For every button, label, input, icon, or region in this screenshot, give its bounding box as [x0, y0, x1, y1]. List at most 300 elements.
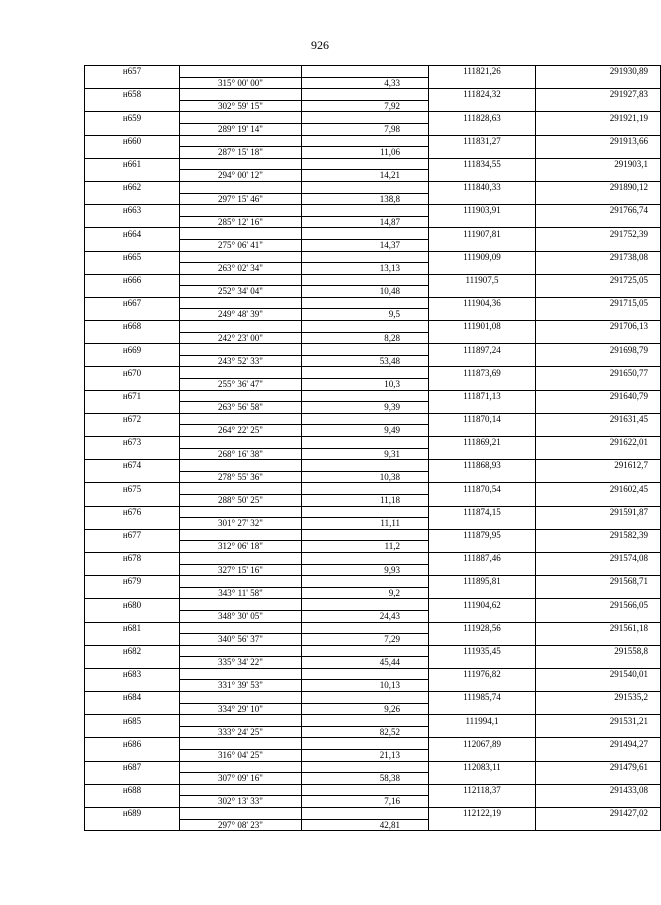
point-name: н663: [85, 205, 180, 217]
direction-angle: 334° 29' 10": [180, 703, 302, 715]
blank-cell: [180, 135, 302, 147]
blank-cell: [536, 309, 661, 321]
point-row: [85, 321, 661, 333]
blank-cell: [302, 181, 429, 193]
point-row: [85, 622, 661, 634]
blank-cell: [180, 66, 302, 78]
blank-cell: [180, 668, 302, 680]
point-row: [85, 228, 661, 240]
blank-cell: [302, 599, 429, 611]
blank-cell: [302, 808, 429, 820]
segment-length: 10,3: [302, 379, 429, 391]
segment-row: [85, 309, 661, 321]
segment-length: 9,93: [302, 564, 429, 576]
coordinate-y: 291535,2: [536, 692, 661, 704]
blank-cell: [429, 286, 536, 298]
blank-cell: [85, 819, 180, 831]
blank-cell: [302, 66, 429, 78]
direction-angle: 327° 15' 16": [180, 564, 302, 576]
coordinate-y: 291890,12: [536, 181, 661, 193]
blank-cell: [85, 703, 180, 715]
coordinate-x: 112083,11: [429, 761, 536, 773]
blank-cell: [85, 379, 180, 391]
segment-length: 53,48: [302, 355, 429, 367]
blank-cell: [180, 413, 302, 425]
coordinate-x: 111887,46: [429, 552, 536, 564]
blank-cell: [429, 379, 536, 391]
blank-cell: [536, 703, 661, 715]
point-name: н685: [85, 715, 180, 727]
blank-cell: [536, 518, 661, 530]
point-row: [85, 506, 661, 518]
blank-cell: [85, 286, 180, 298]
point-name: н667: [85, 297, 180, 309]
blank-cell: [180, 112, 302, 124]
point-row: [85, 529, 661, 541]
blank-cell: [180, 576, 302, 588]
segment-length: 11,2: [302, 541, 429, 553]
direction-angle: 343° 11' 58": [180, 587, 302, 599]
point-row: [85, 413, 661, 425]
blank-cell: [429, 309, 536, 321]
blank-cell: [429, 819, 536, 831]
direction-angle: 264° 22' 25": [180, 425, 302, 437]
direction-angle: 287° 15' 18": [180, 147, 302, 159]
point-row: [85, 784, 661, 796]
point-row: [85, 645, 661, 657]
coordinate-y: 291494,27: [536, 738, 661, 750]
blank-cell: [429, 796, 536, 808]
blank-cell: [85, 100, 180, 112]
point-name: н659: [85, 112, 180, 124]
blank-cell: [85, 448, 180, 460]
coordinate-x: 111897,24: [429, 344, 536, 356]
blank-cell: [536, 541, 661, 553]
coordinate-x: 111985,74: [429, 692, 536, 704]
point-name: н676: [85, 506, 180, 518]
point-name: н680: [85, 599, 180, 611]
blank-cell: [302, 274, 429, 286]
direction-angle: 255° 36' 47": [180, 379, 302, 391]
segment-length: 42,81: [302, 819, 429, 831]
blank-cell: [302, 112, 429, 124]
point-name: н688: [85, 784, 180, 796]
blank-cell: [302, 529, 429, 541]
blank-cell: [429, 518, 536, 530]
blank-cell: [536, 773, 661, 785]
blank-cell: [180, 158, 302, 170]
point-row: [85, 274, 661, 286]
direction-angle: 315° 00' 00": [180, 77, 302, 89]
segment-length: 10,38: [302, 471, 429, 483]
coordinate-y: 291582,39: [536, 529, 661, 541]
coordinate-x: 111873,69: [429, 367, 536, 379]
blank-cell: [429, 541, 536, 553]
coordinate-x: 111909,09: [429, 251, 536, 263]
segment-length: 11,11: [302, 518, 429, 530]
blank-cell: [180, 274, 302, 286]
coordinate-y: 291540,01: [536, 668, 661, 680]
point-name: н686: [85, 738, 180, 750]
direction-angle: 252° 34' 04": [180, 286, 302, 298]
blank-cell: [180, 344, 302, 356]
point-row: [85, 738, 661, 750]
blank-cell: [302, 622, 429, 634]
blank-cell: [85, 170, 180, 182]
direction-angle: 312° 06' 18": [180, 541, 302, 553]
point-name: н668: [85, 321, 180, 333]
blank-cell: [85, 309, 180, 321]
blank-cell: [429, 193, 536, 205]
blank-cell: [85, 355, 180, 367]
point-name: н671: [85, 390, 180, 402]
point-name: н677: [85, 529, 180, 541]
blank-cell: [180, 715, 302, 727]
coordinate-y: 291574,08: [536, 552, 661, 564]
blank-cell: [429, 726, 536, 738]
segment-length: 13,13: [302, 263, 429, 275]
segment-row: [85, 123, 661, 135]
coordinate-y: 291631,45: [536, 413, 661, 425]
segment-length: 9,49: [302, 425, 429, 437]
point-name: н672: [85, 413, 180, 425]
blank-cell: [180, 89, 302, 101]
segment-row: [85, 193, 661, 205]
blank-cell: [85, 634, 180, 646]
point-row: [85, 367, 661, 379]
blank-cell: [536, 471, 661, 483]
blank-cell: [85, 680, 180, 692]
segment-length: 10,48: [302, 286, 429, 298]
coordinate-x: 111870,14: [429, 413, 536, 425]
blank-cell: [85, 564, 180, 576]
coordinate-x: 111976,82: [429, 668, 536, 680]
blank-cell: [536, 634, 661, 646]
coordinate-y: 291568,71: [536, 576, 661, 588]
blank-cell: [429, 448, 536, 460]
blank-cell: [429, 471, 536, 483]
blank-cell: [429, 263, 536, 275]
segment-row: [85, 610, 661, 622]
point-row: [85, 692, 661, 704]
segment-row: [85, 703, 661, 715]
point-row: [85, 66, 661, 78]
point-name: н657: [85, 66, 180, 78]
blank-cell: [302, 89, 429, 101]
point-row: [85, 552, 661, 564]
blank-cell: [302, 784, 429, 796]
blank-cell: [85, 471, 180, 483]
blank-cell: [536, 564, 661, 576]
blank-cell: [429, 587, 536, 599]
coordinate-y: 291650,77: [536, 367, 661, 379]
coordinate-y: 291612,7: [536, 460, 661, 472]
point-name: н674: [85, 460, 180, 472]
blank-cell: [429, 494, 536, 506]
blank-cell: [85, 657, 180, 669]
point-row: [85, 89, 661, 101]
direction-angle: 268° 16' 38": [180, 448, 302, 460]
coordinate-y: 291738,08: [536, 251, 661, 263]
segment-length: 9,26: [302, 703, 429, 715]
blank-cell: [429, 402, 536, 414]
blank-cell: [180, 529, 302, 541]
point-name: н683: [85, 668, 180, 680]
point-row: [85, 599, 661, 611]
blank-cell: [180, 808, 302, 820]
blank-cell: [302, 645, 429, 657]
blank-cell: [302, 390, 429, 402]
blank-cell: [536, 379, 661, 391]
blank-cell: [429, 680, 536, 692]
blank-cell: [85, 726, 180, 738]
coordinate-y: 291433,08: [536, 784, 661, 796]
blank-cell: [536, 726, 661, 738]
blank-cell: [429, 123, 536, 135]
blank-cell: [302, 205, 429, 217]
blank-cell: [85, 193, 180, 205]
direction-angle: 331° 39' 53": [180, 680, 302, 692]
blank-cell: [536, 448, 661, 460]
segment-row: [85, 147, 661, 159]
blank-cell: [180, 622, 302, 634]
blank-cell: [536, 216, 661, 228]
segment-row: [85, 286, 661, 298]
blank-cell: [429, 750, 536, 762]
coordinate-y: 291479,61: [536, 761, 661, 773]
coordinate-y: 291427,02: [536, 808, 661, 820]
direction-angle: 275° 06' 41": [180, 239, 302, 251]
blank-cell: [180, 437, 302, 449]
direction-angle: 263° 56' 58": [180, 402, 302, 414]
blank-cell: [302, 367, 429, 379]
segment-row: [85, 541, 661, 553]
segment-row: [85, 494, 661, 506]
point-row: [85, 483, 661, 495]
direction-angle: 263° 02' 34": [180, 263, 302, 275]
coordinate-y: 291561,18: [536, 622, 661, 634]
point-row: [85, 761, 661, 773]
coordinate-x: 111903,91: [429, 205, 536, 217]
direction-angle: 333° 24' 25": [180, 726, 302, 738]
segment-row: [85, 518, 661, 530]
coordinate-y: 291752,39: [536, 228, 661, 240]
segment-length: 14,87: [302, 216, 429, 228]
coordinate-y: 291622,01: [536, 437, 661, 449]
point-name: н660: [85, 135, 180, 147]
blank-cell: [536, 819, 661, 831]
blank-cell: [85, 773, 180, 785]
blank-cell: [536, 796, 661, 808]
point-name: н679: [85, 576, 180, 588]
blank-cell: [536, 402, 661, 414]
coordinate-x: 111828,63: [429, 112, 536, 124]
blank-cell: [429, 216, 536, 228]
direction-angle: 340° 56' 37": [180, 634, 302, 646]
coordinate-y: 291715,05: [536, 297, 661, 309]
blank-cell: [536, 332, 661, 344]
segment-row: [85, 773, 661, 785]
blank-cell: [302, 251, 429, 263]
blank-cell: [536, 494, 661, 506]
point-name: н664: [85, 228, 180, 240]
blank-cell: [85, 425, 180, 437]
point-row: [85, 135, 661, 147]
coordinate-x: 112122,19: [429, 808, 536, 820]
segment-row: [85, 170, 661, 182]
point-name: н675: [85, 483, 180, 495]
blank-cell: [536, 355, 661, 367]
blank-cell: [180, 738, 302, 750]
segment-row: [85, 471, 661, 483]
segment-row: [85, 239, 661, 251]
blank-cell: [180, 181, 302, 193]
coordinate-x: 111821,26: [429, 66, 536, 78]
point-name: н687: [85, 761, 180, 773]
point-row: [85, 576, 661, 588]
point-name: н670: [85, 367, 180, 379]
blank-cell: [429, 355, 536, 367]
direction-angle: 301° 27' 32": [180, 518, 302, 530]
blank-cell: [85, 518, 180, 530]
blank-cell: [180, 297, 302, 309]
blank-cell: [302, 483, 429, 495]
blank-cell: [180, 321, 302, 333]
blank-cell: [302, 552, 429, 564]
segment-row: [85, 263, 661, 275]
blank-cell: [85, 263, 180, 275]
coordinate-y: 291725,05: [536, 274, 661, 286]
coordinate-y: 291591,87: [536, 506, 661, 518]
blank-cell: [429, 703, 536, 715]
segment-length: 8,28: [302, 332, 429, 344]
blank-cell: [536, 680, 661, 692]
coordinate-x: 111874,15: [429, 506, 536, 518]
coordinate-x: 111994,1: [429, 715, 536, 727]
blank-cell: [180, 552, 302, 564]
coordinate-x: 112067,89: [429, 738, 536, 750]
blank-cell: [429, 239, 536, 251]
coordinate-y: 291566,05: [536, 599, 661, 611]
blank-cell: [536, 77, 661, 89]
direction-angle: 294° 00' 12": [180, 170, 302, 182]
coordinate-y: 291927,83: [536, 89, 661, 101]
blank-cell: [302, 158, 429, 170]
blank-cell: [85, 541, 180, 553]
blank-cell: [85, 77, 180, 89]
direction-angle: 307° 09' 16": [180, 773, 302, 785]
blank-cell: [85, 796, 180, 808]
blank-cell: [536, 193, 661, 205]
segment-row: [85, 379, 661, 391]
segment-row: [85, 332, 661, 344]
point-row: [85, 344, 661, 356]
blank-cell: [429, 77, 536, 89]
blank-cell: [536, 587, 661, 599]
direction-angle: 297° 08' 23": [180, 819, 302, 831]
segment-row: [85, 680, 661, 692]
direction-angle: 302° 13' 33": [180, 796, 302, 808]
coordinate-y: 291698,79: [536, 344, 661, 356]
segment-row: [85, 564, 661, 576]
segment-row: [85, 216, 661, 228]
blank-cell: [180, 483, 302, 495]
blank-cell: [429, 564, 536, 576]
point-row: [85, 668, 661, 680]
coordinate-y: 291640,79: [536, 390, 661, 402]
coordinate-y: 291602,45: [536, 483, 661, 495]
segment-length: 14,37: [302, 239, 429, 251]
blank-cell: [85, 332, 180, 344]
segment-length: 9,39: [302, 402, 429, 414]
coordinate-x: 111928,56: [429, 622, 536, 634]
blank-cell: [536, 147, 661, 159]
blank-cell: [429, 332, 536, 344]
coordinate-y: 291558,8: [536, 645, 661, 657]
blank-cell: [180, 506, 302, 518]
segment-length: 45,44: [302, 657, 429, 669]
direction-angle: 316° 04' 25": [180, 750, 302, 762]
blank-cell: [536, 239, 661, 251]
coordinate-x: 111907,81: [429, 228, 536, 240]
segment-length: 10,13: [302, 680, 429, 692]
blank-cell: [302, 738, 429, 750]
segment-row: [85, 657, 661, 669]
segment-row: [85, 587, 661, 599]
blank-cell: [536, 286, 661, 298]
blank-cell: [85, 147, 180, 159]
segment-length: 4,33: [302, 77, 429, 89]
blank-cell: [536, 170, 661, 182]
blank-cell: [302, 761, 429, 773]
point-row: [85, 158, 661, 170]
coordinate-table: [84, 65, 661, 831]
direction-angle: 288° 50' 25": [180, 494, 302, 506]
blank-cell: [302, 228, 429, 240]
segment-length: 7,16: [302, 796, 429, 808]
blank-cell: [302, 437, 429, 449]
coordinate-x: 111895,81: [429, 576, 536, 588]
blank-cell: [536, 657, 661, 669]
blank-cell: [180, 784, 302, 796]
point-row: [85, 112, 661, 124]
blank-cell: [85, 587, 180, 599]
point-row: [85, 460, 661, 472]
point-row: [85, 181, 661, 193]
point-row: [85, 205, 661, 217]
segment-row: [85, 796, 661, 808]
segment-length: 9,5: [302, 309, 429, 321]
segment-row: [85, 355, 661, 367]
coordinate-x: 111840,33: [429, 181, 536, 193]
coordinate-x: 111868,93: [429, 460, 536, 472]
segment-length: 7,98: [302, 123, 429, 135]
blank-cell: [180, 367, 302, 379]
coordinate-x: 112118,37: [429, 784, 536, 796]
coordinate-x: 111879,95: [429, 529, 536, 541]
blank-cell: [180, 692, 302, 704]
point-name: н669: [85, 344, 180, 356]
blank-cell: [302, 135, 429, 147]
coordinate-x: 111870,54: [429, 483, 536, 495]
blank-cell: [85, 216, 180, 228]
blank-cell: [85, 123, 180, 135]
blank-cell: [85, 239, 180, 251]
point-name: н689: [85, 808, 180, 820]
segment-row: [85, 425, 661, 437]
direction-angle: 242° 23' 00": [180, 332, 302, 344]
segment-row: [85, 634, 661, 646]
